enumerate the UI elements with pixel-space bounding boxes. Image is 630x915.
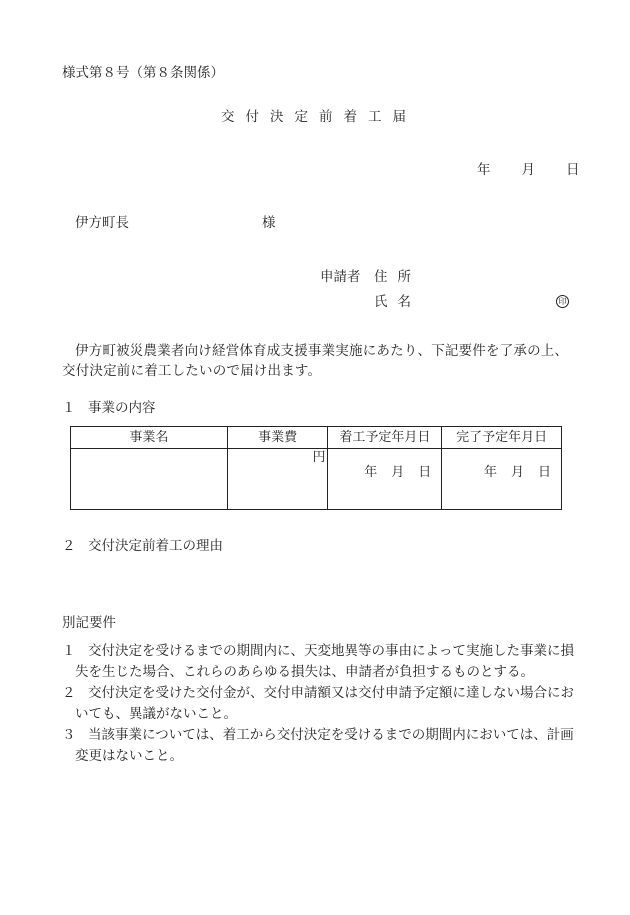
section-1-heading (62, 402, 156, 416)
requirement-line: いても、異議がないこと。 (75, 706, 237, 722)
yen-unit: 円 (312, 450, 326, 465)
requirement-item (62, 725, 582, 767)
document-title: 交付決定前着工届 (221, 109, 417, 125)
date-day: 日 (566, 162, 580, 178)
start-year: 年 (364, 465, 378, 480)
header-start-date: 着工予定年月日 (328, 427, 442, 449)
date-year: 年 (477, 162, 491, 178)
form-number: 様式第８号（第８条関係） (62, 65, 224, 81)
section-2-label: 交付決定前着工の理由 (88, 538, 223, 554)
end-year: 年 (483, 465, 497, 480)
honorific: 様 (262, 215, 276, 231)
requirement-item (62, 683, 582, 725)
requirement-line: 交付決定を受けた交付金が、交付申請額又は交付申請予定額に達しない場合にお (88, 685, 574, 701)
requirement-number: １ (62, 643, 76, 659)
address-label: 住所 (374, 269, 421, 285)
applicant-label: 申請者 (320, 269, 361, 285)
table-row (71, 449, 562, 510)
name-label: 氏名 (374, 294, 421, 310)
start-month: 月 (391, 465, 405, 480)
header-project-name: 事業名 (71, 427, 228, 449)
start-day: 日 (418, 465, 432, 480)
header-project-cost: 事業費 (227, 427, 328, 449)
section-1-number: １ (62, 400, 76, 416)
requirements-heading: 別記要件 (62, 615, 116, 631)
requirement-line: 交付決定を受けるまでの期間内に、天変地異等の事由によって実施した事業に損 (88, 643, 574, 659)
requirement-number: ２ (62, 685, 76, 701)
cell-project-cost[interactable] (227, 449, 328, 510)
header-end-date: 完了予定年月日 (442, 427, 562, 449)
cell-project-name[interactable] (71, 449, 228, 510)
table-header-row (71, 427, 562, 449)
end-day: 日 (537, 465, 551, 480)
requirement-number: ３ (62, 727, 76, 743)
seal-icon: 印 (556, 295, 569, 308)
cell-start-date[interactable] (328, 449, 442, 510)
requirement-line: 変更はないこと。 (75, 748, 183, 764)
section-2-number: ２ (62, 538, 76, 554)
requirement-line: 当該事業については、着工から交付決定を受けるまでの期間内においては、計画 (88, 727, 574, 743)
date-row (477, 164, 580, 178)
date-month: 月 (521, 162, 535, 178)
section-2-heading (62, 540, 223, 554)
project-table (70, 426, 562, 510)
requirement-item (62, 641, 582, 683)
requirement-line: 失を生じた場合、これらのあらゆる損失は、申請者が負担するものとする。 (75, 664, 534, 680)
end-month: 月 (510, 465, 524, 480)
section-1-label: 事業の内容 (88, 400, 156, 416)
addressee: 伊方町長 (75, 215, 129, 231)
body-paragraph: 伊方町被災農業者向け経営体育成支援事業実施にあたり、下記要件を了承の上、交付決定前に着工したいので届け出ます。 (62, 343, 569, 379)
cell-end-date[interactable] (442, 449, 562, 510)
